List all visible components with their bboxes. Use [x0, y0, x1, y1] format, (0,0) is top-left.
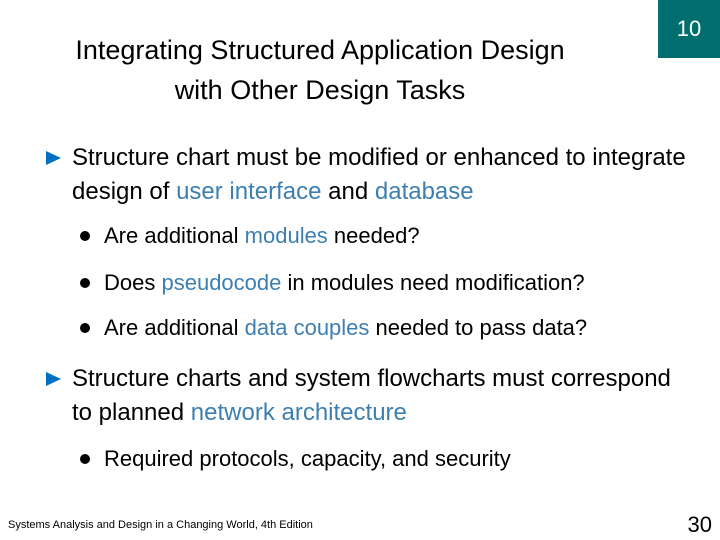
- bullet-2: [46, 362, 692, 430]
- sub-bullet-1-3: [78, 313, 720, 343]
- text-segment: Does: [104, 270, 162, 295]
- text-segment: needed?: [327, 223, 420, 248]
- title-line-1: Integrating Structured Application Design: [75, 35, 565, 65]
- title-line-2: with Other Design Tasks: [174, 75, 466, 105]
- dot-bullet-icon: [80, 454, 90, 464]
- footer-text: Systems Analysis and Design in a Changing World, 4th Edition: [8, 519, 313, 531]
- text-segment: Are additional: [104, 223, 245, 248]
- text-segment: in modules need modification?: [281, 270, 585, 295]
- highlight-data-couples: data couples: [244, 315, 370, 340]
- text-segment: needed to pass data?: [369, 315, 588, 340]
- triangle-bullet-icon: [46, 372, 61, 386]
- text-segment: Structure charts and system flowcharts must correspond to planned: [72, 365, 671, 426]
- bullet-1: [46, 141, 692, 209]
- bullet-1-text: [72, 144, 686, 205]
- slide-title: [40, 30, 600, 110]
- text-segment: Are additional: [104, 315, 245, 340]
- highlight-pseudocode: pseudocode: [161, 270, 282, 295]
- slide-badge: 10: [658, 0, 720, 58]
- highlight-modules: modules: [244, 223, 328, 248]
- text-segment: Structure chart must be modified or enhanced to integrate design of: [72, 144, 686, 205]
- highlight-network-architecture: network architecture: [190, 399, 407, 426]
- dot-bullet-icon: [80, 231, 90, 241]
- dot-bullet-icon: [80, 323, 90, 333]
- sub-bullet-1-2: [78, 268, 720, 298]
- triangle-bullet-icon: [46, 151, 61, 165]
- text-segment: Required protocols, capacity, and security: [104, 446, 511, 471]
- highlight-database: database: [374, 178, 474, 205]
- page-number: 30: [687, 512, 712, 537]
- sub-bullet-1-1: [78, 221, 720, 251]
- text-segment: and: [321, 178, 375, 205]
- dot-bullet-icon: [80, 278, 90, 288]
- sub-bullet-2-1: [78, 444, 720, 474]
- highlight-user-interface: user interface: [176, 178, 322, 205]
